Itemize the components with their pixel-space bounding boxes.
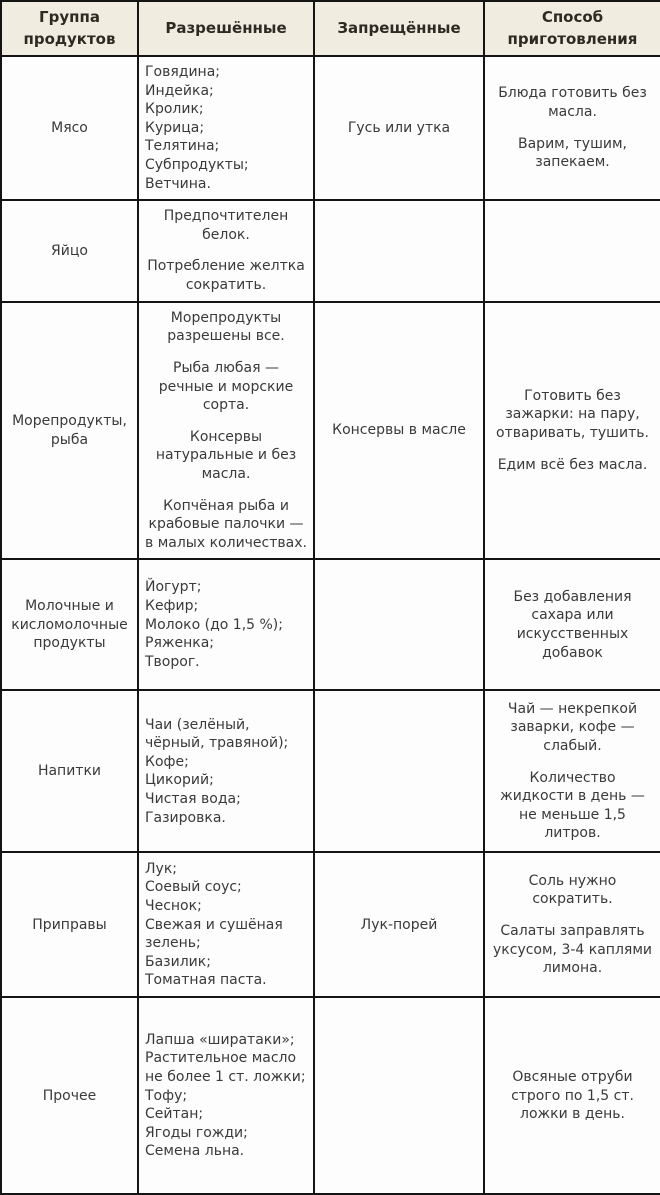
allowed-item: Чаи (зелёный, чёрный, травяной); [145,716,289,752]
allowed-item: Тофу; [145,1087,188,1104]
table-row-dairy [1,559,660,690]
group-cell: Молочные и кисломолочные продукты [1,559,138,690]
allowed-item: Молоко (до 1,5 %); [145,616,283,633]
preparation-paragraph: Салаты заправлять уксусом, 3-4 каплями лимона. [493,923,652,977]
allowed-item: Творог. [145,653,200,670]
preparation-paragraph: Едим всё без масла. [497,456,648,473]
group-cell: Морепродукты, рыба [1,302,138,560]
forbidden-cell: Консервы в масле [314,302,484,560]
allowed-item: Чистая вода; [145,791,241,808]
header-product-group: Группа продуктов [1,1,138,56]
table-row-egg [1,200,660,301]
allowed-paragraph: Предпочтителен белок. [163,208,289,243]
allowed-item: Свежая и сушёная зелень; [145,916,283,952]
allowed-item: Лапша «ширатаки»; [145,1031,295,1048]
group-cell: Яйцо [1,200,138,301]
allowed-cell [138,997,314,1194]
preparation-paragraph: Варим, тушим, запекаем. [518,135,627,171]
table-row-seasonings [1,852,660,997]
allowed-item: Кефир; [145,597,199,614]
allowed-item: Чеснок; [145,897,202,914]
allowed-item: Говядина; [145,64,221,80]
preparation-paragraph: Готовить без зажарки: на пару, отваривать, тушить. [496,387,649,442]
allowed-cell [138,56,314,200]
table-row-drinks [1,690,660,852]
forbidden-cell [314,559,484,690]
table-row-other [1,997,660,1194]
table-row-seafood [1,302,660,560]
allowed-cell [138,200,314,301]
allowed-item: Кофе; [145,753,189,770]
table-row-meat [1,56,660,200]
preparation-paragraph: Блюда готовить без масла. [498,85,647,121]
group-cell: Приправы [1,852,138,997]
allowed-item: Газировка. [145,809,226,826]
allowed-item: Томатная паста. [145,972,267,989]
allowed-cell [138,302,314,560]
allowed-paragraph: Копчёная рыба и крабовые палочки — в малых количествах. [145,497,307,551]
preparation-paragraph: Количество жидкости в день — не меньше 1,5 литров. [500,769,645,842]
allowed-paragraph: Рыба любая — речные и морские сорта. [158,359,294,414]
allowed-item: Соевый соус; [145,879,242,896]
allowed-paragraph: Морепродукты разрешены все. [167,309,285,345]
group-cell: Прочее [1,997,138,1194]
preparation-cell [484,302,660,560]
allowed-item: Ягоды гожди; [145,1124,248,1141]
allowed-item: Телятина; [145,138,220,155]
allowed-item: Ряженка; [145,635,214,652]
allowed-item: Базилик; [145,953,211,970]
allowed-item: Цикорий; [145,772,214,789]
allowed-item: Растительное масло не более 1 ст. ложки; [145,1050,306,1085]
allowed-item: Семена льна. [145,1143,245,1160]
preparation-cell [484,559,660,690]
allowed-item: Ветчина. [145,175,211,192]
preparation-paragraph: Соль нужно сократить. [528,872,617,908]
preparation-cell [484,56,660,200]
group-cell: Напитки [1,690,138,852]
preparation-paragraph: Чай — некрепкой заварки, кофе — слабый. [507,700,638,754]
group-cell: Мясо [1,56,138,200]
allowed-cell [138,852,314,997]
allowed-item: Кролик; [145,101,204,118]
forbidden-cell [314,997,484,1194]
allowed-paragraph: Консервы натуральные и без масла. [155,428,297,482]
header-allowed: Разрешённые [138,1,314,56]
allowed-item: Индейка; [145,82,214,99]
allowed-cell [138,690,314,852]
allowed-item: Сейтан; [145,1106,204,1123]
preparation-cell [484,690,660,852]
header-row [1,1,660,56]
preparation-cell [484,997,660,1194]
header-forbidden: Запрещённые [314,1,484,56]
header-preparation: Способ приготовления [484,1,660,56]
preparation-cell [484,852,660,997]
forbidden-cell: Лук-порей [314,852,484,997]
forbidden-cell: Гусь или утка [314,56,484,200]
allowed-paragraph: Потребление желтка сократить. [147,258,305,294]
allowed-item: Лук; [145,860,177,877]
preparation-paragraph: Овсяные отруби строго по 1,5 ст. ложки в день. [511,1068,634,1123]
preparation-cell [484,200,660,301]
allowed-item: Курица; [145,119,205,136]
forbidden-cell [314,690,484,852]
allowed-item: Йогурт; [145,579,202,596]
allowed-cell [138,559,314,690]
forbidden-cell [314,200,484,301]
allowed-item: Субпродукты; [145,157,249,174]
preparation-paragraph: Без добавления сахара или искусственных добавок [513,588,632,661]
